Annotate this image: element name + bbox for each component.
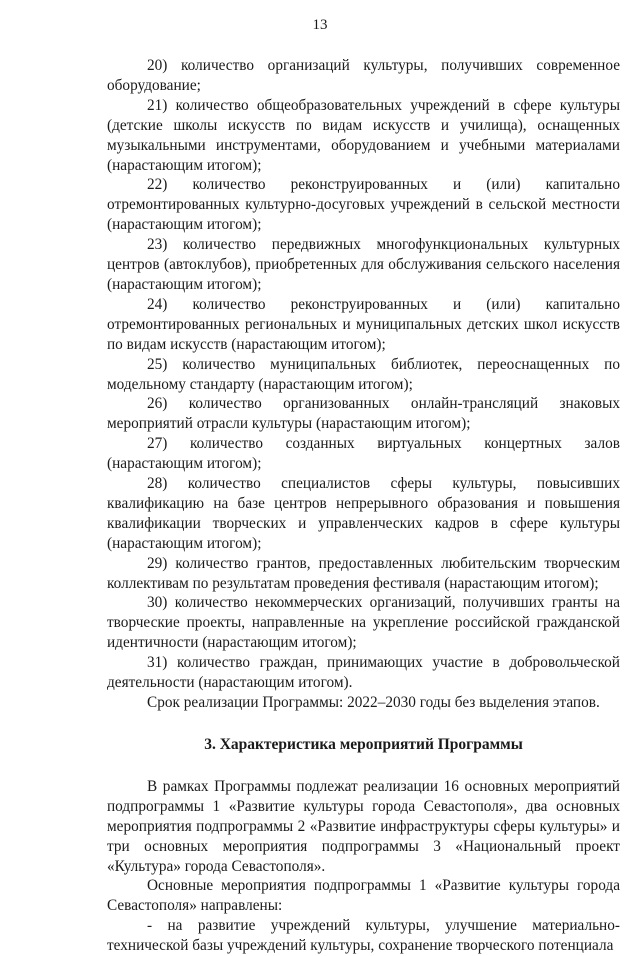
list-item: 22) количество реконструированных и (или) капитально отремонтированных культурно-досуговых учреждений в сельской местности (нарастающим итогом); xyxy=(107,176,620,234)
section-paragraph: Основные мероприятия подпрограммы 1 «Развитие культуры города Севастополя» направлены: xyxy=(107,877,620,915)
section-paragraph: В рамках Программы подлежат реализации 16 основных мероприятий подпрограммы 1 «Развитие культуры города Севастополя», два основных мероприятия подпрограммы 2 «Развитие инфраструктуры сферы культуры» и три основных мероприятия подпрограммы 3 «Национальный проект «Культура» города Севастополя». xyxy=(107,777,620,875)
list-item: 30) количество некоммерческих организаций, получивших гранты на творческие проекты, направленные на укрепление российской гражданской идентичности (нарастающим итогом); xyxy=(107,594,620,652)
page-number: 13 xyxy=(312,17,328,33)
section-heading: 3. Характеристика мероприятий Программы xyxy=(204,735,523,753)
list-item: 29) количество грантов, предоставленных любительским творческим коллективам по результатам проведения фестиваля (нарастающим итогом); xyxy=(107,554,620,592)
list-item: 21) количество общеобразовательных учреждений в сфере культуры (детские школы искусств по видам искусств и училища), оснащенных музыкальными инструментами, оборудованием и учебными материалами (нарастающим итогом); xyxy=(107,96,620,174)
list-item: 27) количество созданных виртуальных концертных залов (нарастающим итогом); xyxy=(107,435,620,473)
list-item: 20) количество организаций культуры, получивших современное оборудование; xyxy=(107,57,620,94)
list-item: 28) количество специалистов сферы культуры, повысивших квалификацию на базе центров непрерывного образования и повышения квалификации творческих и управленческих кадров в сфере культуры (нарастающим итогом); xyxy=(107,475,620,552)
term-line: Срок реализации Программы: 2022–2030 годы без выделения этапов. xyxy=(147,694,600,711)
list-item: 23) количество передвижных многофункциональных культурных центров (автоклубов), приобретенных для обслуживания сельского населения (нарастающим итогом); xyxy=(107,236,620,293)
list-item: 26) количество организованных онлайн-трансляций знаковых мероприятий отрасли культуры (нарастающим итогом); xyxy=(107,395,620,433)
list-item: 31) количество граждан, принимающих участие в добровольческой деятельности (нарастающим итогом). xyxy=(107,654,620,692)
page-body xyxy=(107,56,620,956)
list-item: 25) количество муниципальных библиотек, переоснащенных по модельному стандарту (нарастающим итогом); xyxy=(107,355,620,393)
section-paragraph: - на развитие учреждений культуры, улучшение материально-технической базы учреждений культуры, сохранение творческого потенциала xyxy=(107,917,620,955)
list-item: 24) количество реконструированных и (или) капитально отремонтированных региональных и муниципальных детских школ искусств по видам искусств (нарастающим итогом); xyxy=(107,295,620,353)
